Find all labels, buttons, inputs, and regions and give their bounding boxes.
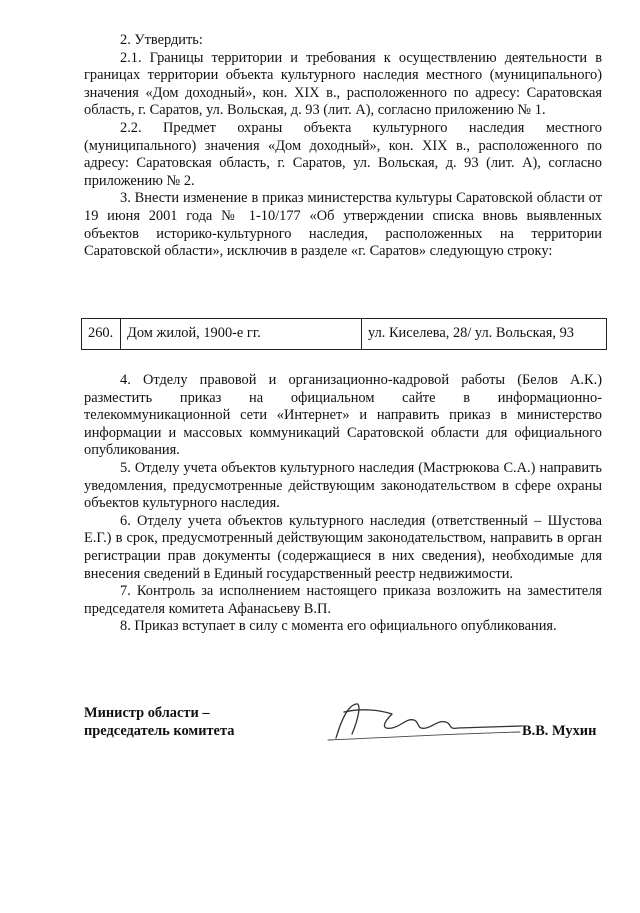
object-name: Дом жилой, 1900-е гг.	[121, 319, 362, 350]
paragraph-5: 5. Отделу учета объектов культурного наследия (Мастрюкова С.А.) направить уведомления, предусмотренные действующим законодательством в сфере охраны объектов культурного наследия.	[84, 459, 602, 512]
table-row	[82, 319, 607, 350]
excluded-object-table	[81, 318, 607, 350]
signatory-name: В.В. Мухин	[522, 723, 597, 739]
position-line-2: председатель комитета	[84, 723, 235, 739]
signatory-position	[84, 704, 234, 740]
handwritten-signature	[322, 698, 526, 746]
paragraph-7: 7. Контроль за исполнением настоящего приказа возложить на заместителя председателя комитета Афанасьеву В.П.	[84, 583, 602, 617]
paragraph-3: 3. Внести изменение в приказ министерства культуры Саратовской области от 19 июня 2001 года № 1-10/177 «Об утверждении списка вновь выявленных объектов историко-культурного наследия, расположенных на территории Саратовской области», исключив в разделе «г. Саратов» следующую строку:	[84, 190, 602, 260]
paragraph-2-1: 2.1. Границы территории и требования к осуществлению деятельности в границах территории объекта культурного наследия местного (муниципального) значения «Дом доходный», кон. XIX в., расположенного по адресу: Саратовская область, г. Саратов, ул. Вольская, д. 93 (лит. А), согласно приложению № 1.	[84, 49, 602, 119]
row-number: 260.	[82, 319, 121, 350]
paragraph-8: 8. Приказ вступает в силу с момента его официального опубликования.	[120, 618, 557, 635]
paragraph-6: 6. Отделу учета объектов культурного наследия (ответственный – Шустова Е.Г.) в срок, предусмотренный действующим законодательством, направить в орган регистрации прав документы (содержащиеся в них сведения), необходимые для внесения сведений в Единый государственный реестр недвижимости.	[84, 512, 602, 582]
object-address: ул. Киселева, 28/ ул. Вольская, 93	[362, 319, 607, 350]
paragraph-2: 2. Утвердить:	[120, 32, 203, 48]
paragraph-2-2: 2.2. Предмет охраны объекта культурного наследия местного (муниципального) значения «Дом доходный», кон. XIX в., расположенного по адресу: Саратовская область, г. Саратов, ул. Вольская, д. 93 (лит. А), согласно приложению № 2.	[84, 119, 602, 189]
paragraph-4: 4. Отделу правовой и организационно-кадровой работы (Белов А.К.) разместить приказ на официальном сайте в информационно-телекоммуникационной сети «Интернет» и направить приказ в министерство информации и массовых коммуникаций Саратовской области для официального опубликования.	[84, 372, 602, 459]
order-text-bottom	[84, 372, 602, 636]
order-text-top	[84, 32, 602, 261]
position-line-1: Министр области –	[84, 705, 210, 721]
